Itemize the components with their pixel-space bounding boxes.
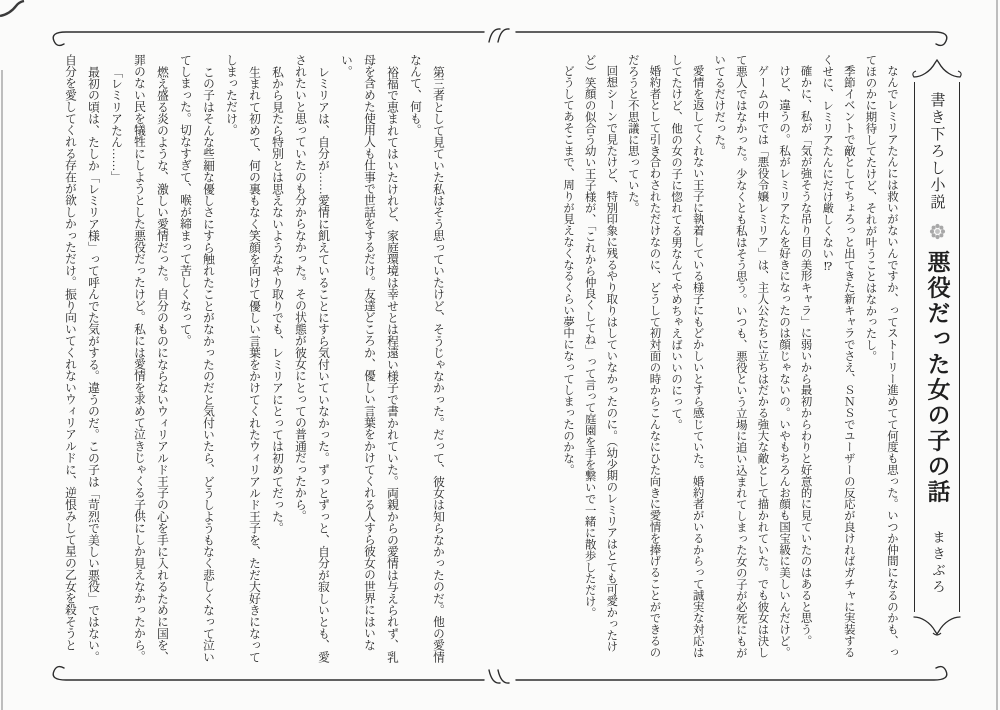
paragraph: 私から見たら特別とは思えないようなやり取りでも、レミリアにとっては初めてだった。	[271, 65, 284, 534]
paragraph: 最初の頃は、たしか「レミリア様」って呼んでた気がする。違うのだ。この子は「苛烈で美しい悪役」ではない。自分を愛してくれる存在が欲しかっただけ。振り向いてくれないウィリアルドに、逆恨みして星の乙女を殺そうと	[64, 54, 100, 663]
page-edge-right	[996, 0, 998, 710]
paragraph: 婚約者として引き合わされただけなのに、どうして初対面の時からこんなにひた向きに愛情を捧げることができるのだろうと不思議に思っていた。	[626, 54, 661, 659]
paragraph: この子はそんな些細な優しさにすら触れたことがなかったのだと気付いたら、どうしようもなく悲しくなって泣いてしまった。切なすぎて、喉が締まって苦しくなって。	[179, 54, 215, 663]
paragraph: 愛情を返してくれない王子に執着している様子にもどかしいとすら感じていた。婚約者がいるからって誠実な対応はしてたけど、他の女の子に惚れてる男なんてやめちゃえばいいのにって。	[670, 54, 704, 659]
title-flourish-top-icon	[909, 58, 965, 80]
story-category-label: 書き下ろし小説	[928, 92, 945, 211]
paragraph: レミリアは、自分が……愛情に飢えていることにすら気付いていなかった。ずっとずっと、自分が寂しいとも、愛されたいと思っていたのも分からなかった。その状態が彼女にとっての普通だったから。	[294, 54, 330, 663]
paragraph: 回想シーンで見たけど、特別印象に残るやり取りはしていなかったのに。（幼少期のレミリアはとても可愛かったけど）笑顔の似合う幼い王子様が、「これから仲良くしてね」って言って庭園を手を繋いで一緒に散歩しただけ。	[583, 54, 618, 653]
paragraph: 第三者として見ていた私はそう思っていたけど、そうじゃなかった。だって、彼女は知らなかったのだ。他の愛情なんて、何も。	[409, 54, 445, 663]
paragraph: 確かに、私が「気が強そうな吊り目の美形キャラ」に弱いから最初からわりと好意的に見ていたのはあると思う。	[799, 65, 812, 647]
title-rails	[914, 82, 960, 612]
paragraph: 燃え盛る炎のような、激しい愛情だった。自分のものにならないウィリアルド王子の心を手に入れるために国を、罪のない民を犠牲にしようとした悪役だったけど。私には愛情を求めて泣きじゃくる子供にしか見えなかったから。	[133, 54, 169, 663]
paragraph: なんでレミリアたんには救いがないんですか、ってストーリー進めてて何度も思った。いつか仲間になるのかも、ってほのかに期待してたけど、それが叶うことはなかったし。	[864, 54, 898, 659]
story-title: 悪役だった女の子の話	[924, 250, 950, 505]
author-name: まきぶろ	[930, 530, 945, 596]
paragraph: 裕福で恵まれてはいたけれど、家庭環境は幸せとは程遠い様子で書かれていた。両親からの愛情は与えられず、乳母を含めた使用人も仕事で世話をするだけ。友達どころか、優しい言葉をかけてくれる人すら彼女の世界にはいない。	[340, 54, 399, 663]
paragraph: けど、違うの。私がレミリアたんを好きになったのは顔じゃないの。いやもちろんお顔も国宝級に美しいんだけど。	[778, 65, 791, 659]
paragraph: どうしてあそこまで、周りが見えなくなるくらい夢中になってしまったのかな。	[562, 65, 575, 476]
left-page-text	[36, 54, 450, 666]
page-edge-left	[1, 70, 3, 710]
corner-curl-mark	[0, 0, 26, 18]
paragraph: 生まれて初めて、何の裏もなく笑顔を向けて優しい言葉をかけてくれたウィリアルド王子を、ただ大好きになってしまっただけ。	[225, 54, 261, 663]
flower-icon	[929, 223, 946, 240]
paragraph: 「レミリアたん……」	[110, 65, 123, 183]
paragraph: 季節イベントで敵としてちょろっと出てきた新キャラでさえ、ＳＮＳでユーザーの反応が良ければガチャに実装するくせに、レミリアたんにだけ厳しくない⁉	[821, 54, 855, 659]
ornamental-rule-top	[0, 22, 1000, 52]
right-page-text	[556, 54, 902, 662]
paragraph: ゲームの中では「悪役令嬢レミリア」は、主人公たちに立ちはだかる強大な敵として描かれていた。でも彼女は決して悪人ではなかった。少なくとも私はそう思う。いつも、悪役という立場に追い込まれてしまった女の子が必死にもがいてるだけだった。	[713, 54, 769, 659]
story-title-block	[906, 58, 968, 638]
title-flourish-bottom-icon	[909, 614, 965, 638]
